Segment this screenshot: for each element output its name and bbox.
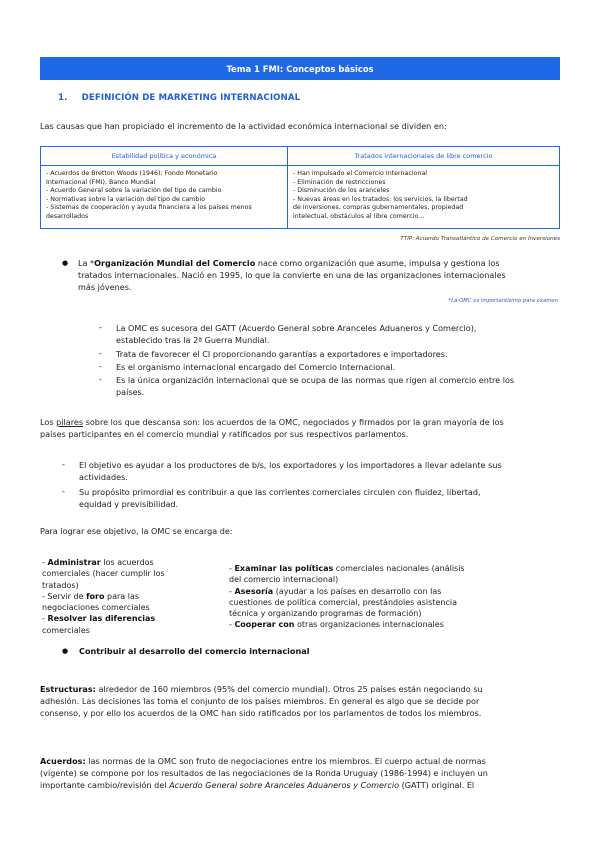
table-cell-treaties bbox=[288, 166, 560, 229]
function-line: comerciales bbox=[42, 625, 90, 635]
bullet-icon: ● bbox=[62, 647, 69, 655]
table-line: - Eliminación de restricciones bbox=[293, 178, 386, 186]
function-line bbox=[42, 613, 222, 624]
function-line: comerciales (hacer cumplir los bbox=[42, 569, 165, 579]
intro-paragraph: Las causas que han propiciado el incremento de la actividad económica internacional se dividen en: bbox=[40, 121, 447, 131]
table-line: - Sistemas de cooperación y ayuda financiera a los países menos bbox=[46, 204, 252, 212]
function-line bbox=[42, 591, 222, 602]
table-line: - Acuerdos de Bretton Woods (1946): Fondo Monetario bbox=[46, 170, 218, 177]
objective-intro: Para lograr ese objetivo, la OMC se encarga de: bbox=[40, 526, 233, 536]
table-header-stability: Estabilidad política y económica bbox=[41, 147, 288, 166]
omc-point: Trata de favorecer el CI proporcionando garantías a exportadores e importadores. bbox=[116, 349, 448, 359]
omc-prefix: La * bbox=[78, 258, 95, 268]
section-title: DEFINICIÓN DE MARKETING INTERNACIONAL bbox=[81, 93, 301, 103]
pilares-prefix: Los bbox=[40, 417, 57, 427]
pilares-point-line: Su propósito primordial es contribuir a que las corrientes comerciales circulen con fluidez, libertad, bbox=[79, 487, 481, 497]
table-line: desarrollados bbox=[46, 212, 89, 220]
table-line: Internacional (FMI), Banco Mundial bbox=[46, 178, 156, 186]
pilares-line1: sobre los que descansa son: los acuerdos de la OMC, negociados y firmados por la gran mayoría de los bbox=[83, 417, 504, 427]
acuerdos-line1: las normas de la OMC son fruto de negociaciones entre los miembros. El cuerpo actual de normas bbox=[85, 756, 486, 766]
pilares-point-line: equidad y previsibilidad. bbox=[79, 499, 179, 509]
table-line: - Acuerdo General sobre la variación del tipo de cambio bbox=[46, 187, 222, 195]
acuerdos-paragraph bbox=[40, 755, 560, 791]
pilares-point bbox=[79, 486, 560, 510]
omc-point-line: países. bbox=[116, 387, 145, 397]
table-cell-stability bbox=[41, 166, 288, 229]
omc-paragraph bbox=[78, 257, 560, 293]
dash-icon: - bbox=[99, 361, 102, 371]
table-line: intelectual, obstáculos al libre comercio... bbox=[293, 212, 425, 220]
function-keyword: foro bbox=[86, 591, 105, 601]
function-text: otras organizaciones internacionales bbox=[294, 620, 444, 630]
table-line: - Normativas sobre la variación del tipo de cambio bbox=[46, 195, 205, 203]
function-text: comerciales nacionales (análisis bbox=[333, 564, 465, 573]
estructuras-label: Estructuras: bbox=[40, 684, 96, 694]
contribuir-heading: Contribuir al desarrollo del comercio internacional bbox=[79, 646, 310, 656]
omc-line3: más jóvenes. bbox=[78, 282, 132, 292]
table-line: de inversiones, compras gubernamentales, propiedad bbox=[293, 204, 464, 212]
ttip-footnote: TTIP: Acuerdo Transatlántico de Comercio en Inversiones bbox=[400, 236, 560, 242]
dash-icon: - bbox=[99, 348, 102, 358]
omc-point-line: La OMC es sucesora del GATT (Acuerdo General sobre Aranceles Aduaneros y Comercio), bbox=[116, 323, 477, 333]
function-prefix: - bbox=[42, 558, 48, 567]
omc-line1: nace como organización que asume, impulsa y gestiona los bbox=[255, 258, 500, 268]
acuerdos-line2: (vigente) se compone por los resultados de las negociaciones de la Ronda Uruguay (1986-1994) e incluyen un bbox=[40, 768, 488, 778]
omc-point: Es el organismo internacional encargado del Comercio Internacional. bbox=[116, 362, 396, 372]
function-line: tratados) bbox=[42, 580, 79, 590]
function-prefix: - Servir de bbox=[42, 591, 87, 601]
function-prefix: - bbox=[229, 620, 235, 630]
omc-point bbox=[116, 322, 560, 346]
function-line: del comercio internacional) bbox=[229, 575, 339, 585]
table-line: - Nuevas áreas en los tratados: los servicios, la libertad bbox=[293, 195, 468, 203]
bullet-icon: ● bbox=[62, 259, 69, 267]
table-line: - Han impulsado el Comercio Internacional bbox=[293, 170, 428, 177]
section-heading bbox=[58, 93, 300, 103]
pilares-point bbox=[79, 459, 560, 483]
function-keyword: Administrar bbox=[47, 558, 101, 567]
dash-icon: - bbox=[62, 486, 65, 496]
gatt-name: Acuerdo General sobre Aranceles Aduaneros y Comercio bbox=[169, 780, 400, 790]
function-keyword: Cooperar con bbox=[234, 620, 295, 630]
dash-icon: - bbox=[99, 374, 102, 384]
acuerdos-line3-pre: importante cambio/revisión del bbox=[40, 780, 170, 790]
function-line: cuestiones de política comercial, prestándoles asistencia bbox=[229, 597, 457, 607]
function-prefix: - bbox=[229, 564, 235, 573]
function-text: para las bbox=[104, 591, 140, 601]
exam-note: *La OMC es importantísimo para examen bbox=[448, 298, 558, 304]
pilares-point-line: actividades. bbox=[79, 472, 128, 482]
function-keyword: Asesoría bbox=[234, 586, 274, 596]
function-line bbox=[229, 619, 529, 630]
omc-point-line: Es la única organización internacional que se ocupa de las normas que rigen al comercio entre los bbox=[116, 375, 515, 385]
function-line bbox=[229, 586, 529, 597]
table-header-treaties: Tratados internacionales de libre comercio bbox=[288, 147, 560, 166]
estructuras-line3: consenso, y por ello los acuerdos de la OMC han sido ratificados por los parlamentos de todos los miembros. bbox=[40, 708, 482, 718]
pilares-word: pilares bbox=[56, 417, 84, 427]
omc-line2: tratados internacionales. Nació en 1995, lo que la convierte en una de las organizaciones internacionales bbox=[78, 270, 506, 280]
omc-point-line: establecido tras la 2ª Guerra Mundial. bbox=[116, 335, 270, 345]
function-keyword: Resolver las diferencias bbox=[47, 614, 156, 624]
functions-right-column bbox=[229, 563, 529, 631]
table-line: - Disminución de los aranceles bbox=[293, 187, 390, 195]
document-title-bar bbox=[40, 57, 560, 80]
function-line: técnica y organizando programas de formación) bbox=[229, 609, 422, 619]
function-text: los acuerdos bbox=[100, 558, 154, 567]
omc-name: Organización Mundial del Comercio bbox=[94, 258, 256, 268]
acuerdos-label: Acuerdos: bbox=[40, 756, 86, 766]
acuerdos-line3-post: (GATT) original. El bbox=[399, 780, 475, 790]
estructuras-line2: adhesión. Las decisiones las toma el conjunto de los países miembros. En general es algo que se decide por bbox=[40, 696, 480, 706]
function-line: negociaciones comerciales bbox=[42, 603, 150, 613]
pilares-line2: países participantes en el comercio mundial y ratificados por sus respectivos parlamentos. bbox=[40, 429, 409, 439]
functions-left-column bbox=[42, 557, 222, 636]
dash-icon: - bbox=[62, 459, 65, 469]
pilares-point-line: El objetivo es ayudar a los productores de b/s, los exportadores y los importadores a llevar adelante sus bbox=[79, 460, 502, 470]
function-line bbox=[42, 557, 222, 568]
document-title: Tema 1 FMI: Conceptos básicos bbox=[226, 63, 374, 74]
section-number: 1. bbox=[58, 93, 68, 103]
pilares-paragraph bbox=[40, 416, 560, 440]
dash-icon: - bbox=[99, 322, 102, 332]
estructuras-line1: alrededor de 160 miembros (95% del comercio mundial). Otros 25 países están negociando su bbox=[95, 684, 483, 694]
estructuras-paragraph bbox=[40, 683, 560, 719]
omc-point bbox=[116, 374, 560, 398]
function-text: (ayudar a los países en desarrollo con las bbox=[273, 586, 442, 596]
function-line bbox=[229, 563, 529, 574]
function-keyword: Examinar las políticas bbox=[234, 564, 334, 573]
function-prefix: - bbox=[229, 586, 235, 596]
causes-table bbox=[40, 146, 560, 229]
function-prefix: - bbox=[42, 614, 48, 624]
